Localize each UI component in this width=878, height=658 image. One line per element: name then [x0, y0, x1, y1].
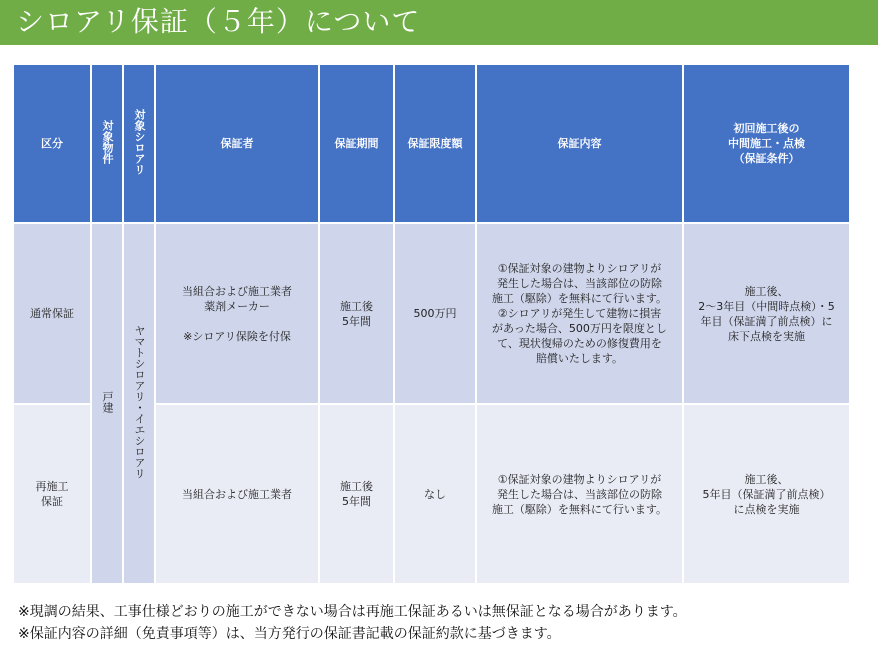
- row-limit: なし: [395, 405, 475, 583]
- header-period: 保証期間: [320, 65, 393, 222]
- footnote: ※保証内容の詳細（免責事項等）は、当方発行の保証書記載の保証約款に基づきます。: [18, 626, 561, 642]
- row-category: 再施工 保証: [14, 405, 90, 583]
- row-guarantor: 当組合および施工業者: [156, 405, 318, 583]
- header-target-termite: 対象シロアリ: [124, 65, 154, 222]
- title-bar: [0, 0, 878, 45]
- footnotes: [18, 601, 687, 645]
- row-category: 通常保証: [14, 224, 90, 403]
- guarantee-table: [12, 63, 851, 585]
- row-guarantor: 当組合および施工業者 薬剤メーカー ※シロアリ保険を付保: [156, 224, 318, 403]
- header-content: 保証内容: [477, 65, 682, 222]
- table-row: [14, 224, 849, 403]
- header-guarantor: 保証者: [156, 65, 318, 222]
- page-title: シロアリ保証（５年）について: [16, 5, 421, 38]
- header-limit: 保証限度額: [395, 65, 475, 222]
- table-header-row: [14, 65, 849, 222]
- row-content: ①保証対象の建物よりシロアリが 発生した場合は、当該部位の防除 施工（駆除）を無料にて行います。: [477, 405, 682, 583]
- target-termite-cell: ヤマトシロアリ・イエシロアリ: [124, 224, 154, 583]
- header-category: 区分: [14, 65, 90, 222]
- row-period: 施工後 5年間: [320, 405, 393, 583]
- target-building-cell: 戸建: [92, 224, 122, 583]
- row-limit: 500万円: [395, 224, 475, 403]
- footnote: ※現調の結果、工事仕様どおりの施工ができない場合は再施工保証あるいは無保証となる場合があります。: [18, 604, 687, 620]
- header-target-building: 対象物件: [92, 65, 122, 222]
- row-condition: 施工後、 5年目（保証満了前点検） に点検を実施: [684, 405, 849, 583]
- row-content: ①保証対象の建物よりシロアリが 発生した場合は、当該部位の防除 施工（駆除）を無料にて行います。 ②シロアリが発生して建物に損害 があった場合、500万円を限度とし て、現状復帰のための修復費用を 賠償いたします。: [477, 224, 682, 403]
- row-period: 施工後 5年間: [320, 224, 393, 403]
- header-condition: 初回施工後の 中間施工・点検 （保証条件）: [684, 65, 849, 222]
- row-condition: 施工後、 2～3年目（中間時点検）・5 年目（保証満了前点検）に 床下点検を実施: [684, 224, 849, 403]
